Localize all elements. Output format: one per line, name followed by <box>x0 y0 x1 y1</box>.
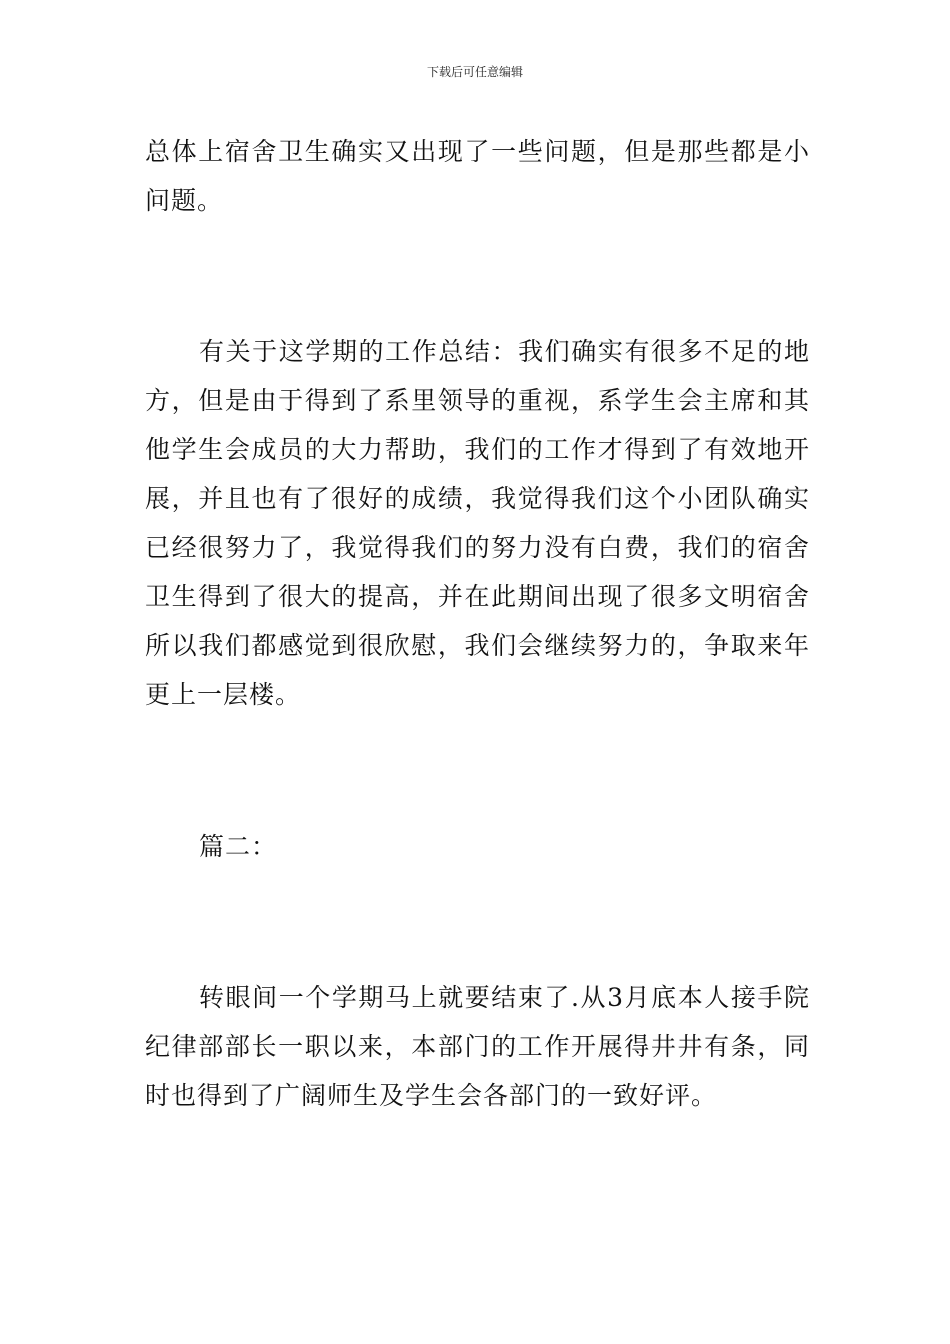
paragraph-dormitory-summary: 总体上宿舍卫生确实又出现了一些问题，但是那些都是小问题。 <box>145 137 810 215</box>
paragraph-discipline-department: 转眼间一个学期马上就要结束了.从3月底本人接手院纪律部部长一职以来，本部门的工作开展得井井有条，同时也得到了广阔师生及学生会各部门的一致好评。 <box>145 983 810 1110</box>
paragraph-semester-work-summary: 有关于这学期的工作总结：我们确实有很多不足的地方，但是由于得到了系里领导的重视，系学生会主席和其他学生会成员的大力帮助，我们的工作才得到了有效地开展，并且也有了很好的成绩，我觉得我们这个小团队确实已经很努力了，我觉得我们的努力没有白费，我们的宿舍卫生得到了很大的提高，并在此期间出现了很多文明宿舍所以我们都感觉到很欣慰，我们会继续努力的，争取来年更上一层楼。 <box>145 337 810 709</box>
header-note: 下载后可任意编辑 <box>426 65 523 79</box>
section-heading-part-two: 篇二： <box>199 832 278 861</box>
